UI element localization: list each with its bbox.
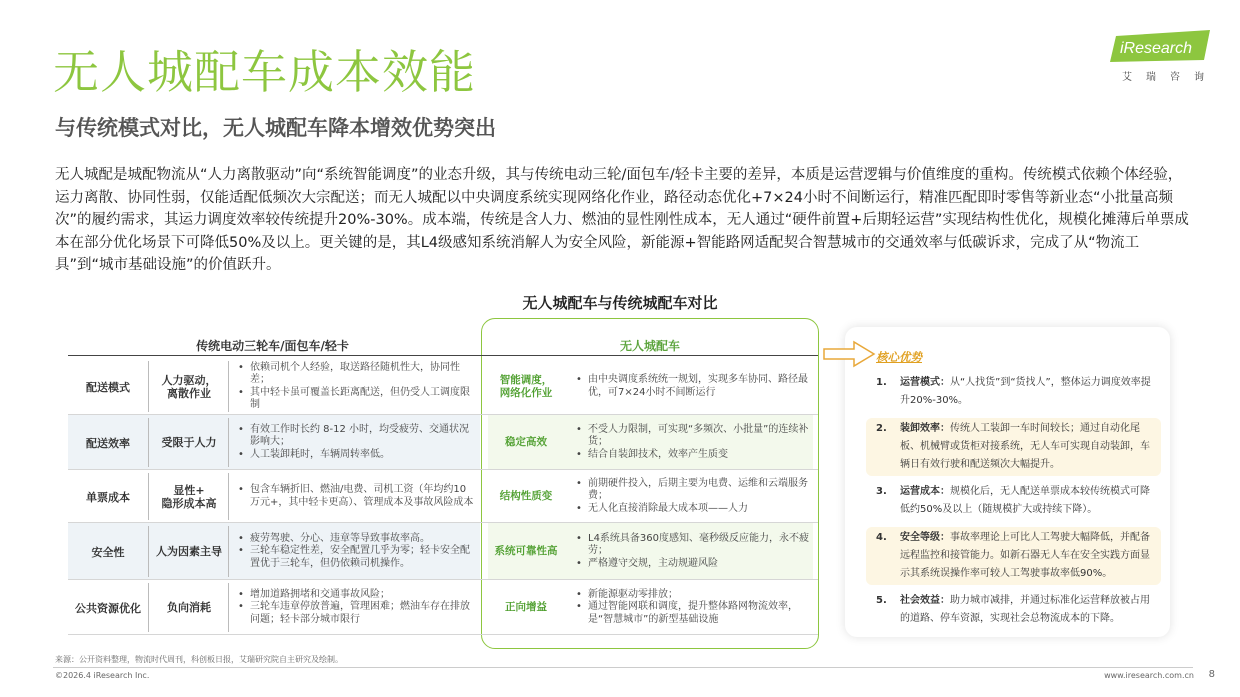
item-number: 5.	[876, 595, 887, 606]
item-lead: 社会效益：	[900, 595, 950, 606]
unmanned-key: 正向增益	[505, 601, 547, 613]
traditional-points	[236, 470, 476, 523]
iresearch-logo-mark	[1106, 30, 1210, 64]
page-title: 无人城配车成本效能	[53, 45, 476, 99]
intro-paragraph: 无人城配是城配物流从“人力离散驱动”向“系统智能调度”的业态升级，其与传统电动三轮/面包车/轻卡主要的差异，本质是运营逻辑与价值维度的重构。传统模式依赖个体经验，运力离散、协同性弱，仅能适配低频次大宗配送；而无人城配以中央调度系统实现网络化作业，路径动态优化+7×24小时不间断运行，精准匹配即时零售等新业态“小批量高频次”的履约需求，其运力调度效率较传统提升20%-30%。成本端，传统是含人力、燃油的显性刚性成本，无人通过“硬件前置+后期轻运营”实现结构性优化，规模化摊薄后单票成本在部分优化场景下可降低50%及以上。更关键的是，其L4级感知系统消解人为安全风险，新能源+智能路网适配契合智慧城市的交通效率与低碳诉求，完成了从“物流工具”到“城市基础设施”的价值跃升。	[55, 167, 1189, 273]
item-text: 规模化后，无人配送单票成本较传统模式可降低约50%及以上（随规模扩大或持续下降）。	[900, 486, 1150, 515]
unmanned-point: • 严格遵守交规，主动规避风险	[574, 558, 810, 571]
item-lead: 装卸效率：	[900, 423, 950, 434]
unmanned-point: • 无人化直接消除最大成本项——人力	[574, 503, 810, 516]
table-row	[68, 358, 818, 415]
item-text: 传统人工装卸一车时间较长；通过自动化尾板、机械臂或货柜对接系统，无人车可实现自动装卸，车辆日有效行驶和配送频次大幅提升。	[900, 423, 1150, 470]
unmanned-points	[574, 470, 810, 523]
table-header-rule	[68, 355, 818, 356]
unmanned-point: • 结合自装卸技术，效率产生质变	[574, 449, 810, 462]
traditional-points	[236, 523, 476, 580]
item-number: 2.	[876, 423, 887, 434]
column-divider	[148, 361, 149, 412]
arrow-right-icon	[822, 340, 877, 368]
logo-chinese: 艾瑞咨询	[1122, 72, 1218, 83]
traditional-point: • 依赖司机个人经验，取送路径随机性大，协同性差；	[236, 362, 476, 387]
traditional-key: 负向消耗	[167, 601, 211, 614]
table-row	[68, 580, 818, 635]
footer-rule	[53, 667, 1193, 668]
unmanned-point: • 新能源驱动零排放；	[574, 589, 810, 602]
traditional-point: • 其中轻卡虽可覆盖长距离配送，但仍受人工调度限制	[236, 387, 476, 412]
traditional-point: • 疲劳驾驶、分心、违章等导致事故率高。	[236, 533, 476, 546]
core-advantage-item	[866, 418, 1161, 476]
column-divider	[148, 473, 149, 520]
traditional-key: 显性+ 隐形成本高	[161, 483, 217, 510]
core-advantage-item	[866, 527, 1161, 585]
column-divider	[228, 583, 229, 632]
unmanned-key: 系统可靠性高	[494, 545, 558, 557]
traditional-point: • 增加道路拥堵和交通事故风险；	[236, 589, 476, 602]
row-dimension: 公共资源优化	[75, 601, 141, 615]
core-advantages-heading: 核心优势	[876, 350, 922, 364]
item-number: 4.	[876, 532, 887, 543]
unmanned-key: 结构性质变	[499, 490, 553, 502]
page-number: 8	[1208, 669, 1215, 680]
table-row	[68, 523, 818, 580]
unmanned-point: • L4系统具备360度感知、毫秒级反应能力，永不疲劳；	[574, 533, 810, 558]
column-divider	[148, 583, 149, 632]
item-number: 3.	[876, 486, 887, 497]
row-dimension: 配送模式	[86, 380, 130, 394]
column-divider	[148, 418, 149, 467]
item-lead: 运营成本：	[900, 486, 950, 497]
unmanned-point: • 不受人力限制，可实现“多频次、小批量”的连续补货；	[574, 424, 810, 449]
row-dimension: 配送效率	[86, 436, 130, 450]
unmanned-points	[574, 415, 810, 470]
unmanned-points	[574, 580, 810, 635]
traditional-point: • 人工装卸耗时，车辆周转率低。	[236, 449, 476, 462]
iresearch-logo	[1106, 30, 1218, 83]
traditional-point: • 有效工作时长约 8-12 小时，均受疲劳、交通状况影响大；	[236, 424, 476, 449]
source-note: 来源：公开资料整理，物流时代周刊，科创板日报，艾瑞研究院自主研究及绘制。	[55, 655, 343, 664]
table-title: 无人城配车与传统城配车对比	[522, 294, 718, 312]
unmanned-point: • 通过智能网联和调度，提升整体路网物流效率，是“智慧城市”的新型基础设施	[574, 601, 810, 626]
column-divider	[148, 526, 149, 577]
col-head-unmanned: 无人城配车	[619, 339, 680, 353]
traditional-key: 受限于人力	[161, 436, 217, 449]
copyright: ©2026.4 iResearch Inc.	[55, 671, 150, 680]
traditional-points	[236, 580, 476, 635]
column-divider	[228, 473, 229, 520]
row-dimension: 安全性	[91, 545, 125, 559]
item-lead: 运营模式：	[900, 377, 950, 388]
unmanned-point: • 前期硬件投入，后期主要为电费、运维和云端服务费；	[574, 478, 810, 503]
traditional-points	[236, 358, 476, 415]
table-row	[68, 415, 818, 470]
item-text: 从“人找货”到“货找人”，整体运力调度效率提升20%-30%。	[900, 377, 1151, 406]
unmanned-points	[574, 523, 810, 580]
item-text: 事故率理论上可比人工驾驶大幅降低，并配备远程监控和接管能力。如新石器无人车在安全实践方面显示其系统误操作率可较人工驾驶事故率低90%。	[900, 532, 1150, 579]
unmanned-key: 智能调度， 网络化作业	[499, 373, 553, 399]
table-row	[68, 470, 818, 523]
traditional-point: • 三轮车稳定性差，安全配置几乎为零；轻卡安全配置优于三轮车，但仍依赖司机操作。	[236, 545, 476, 570]
traditional-key: 人力驱动， 离散作业	[161, 373, 217, 400]
row-divider	[68, 634, 818, 635]
unmanned-point: • 由中央调度系统统一规划，实现多车协同、路径最优，可7×24小时不间断运行	[574, 374, 810, 399]
core-advantage-item	[866, 481, 1161, 521]
traditional-key: 人为因素主导	[156, 545, 222, 558]
column-divider	[228, 418, 229, 467]
footer-url[interactable]: www.iresearch.com.cn	[1104, 671, 1194, 680]
page-subtitle: 与传统模式对比，无人城配车降本增效优势突出	[55, 116, 496, 140]
column-divider	[228, 361, 229, 412]
row-dimension: 单票成本	[86, 490, 130, 504]
column-divider	[228, 526, 229, 577]
traditional-points	[236, 415, 476, 470]
traditional-point: • 包含车辆折旧、燃油/电费、司机工资（年均约10万元+，其中轻卡更高）、管理成本及事故风险成本	[236, 484, 476, 509]
unmanned-key: 稳定高效	[505, 436, 547, 448]
logo-wordmark: iResearch	[1120, 40, 1193, 57]
col-head-traditional: 传统电动三轮车/面包车/轻卡	[196, 339, 349, 353]
core-advantage-item	[866, 372, 1161, 412]
unmanned-points	[574, 358, 810, 415]
traditional-point: • 三轮车违章停放普遍，管理困难；燃油车存在排放问题；轻卡部分城市限行	[236, 601, 476, 626]
item-text: 助力城市减排，并通过标准化运营释放被占用的道路、停车资源，实现社会总物流成本的下降。	[900, 595, 1150, 624]
item-lead: 安全等级：	[900, 532, 950, 543]
core-advantage-item	[866, 590, 1161, 630]
item-number: 1.	[876, 377, 887, 388]
